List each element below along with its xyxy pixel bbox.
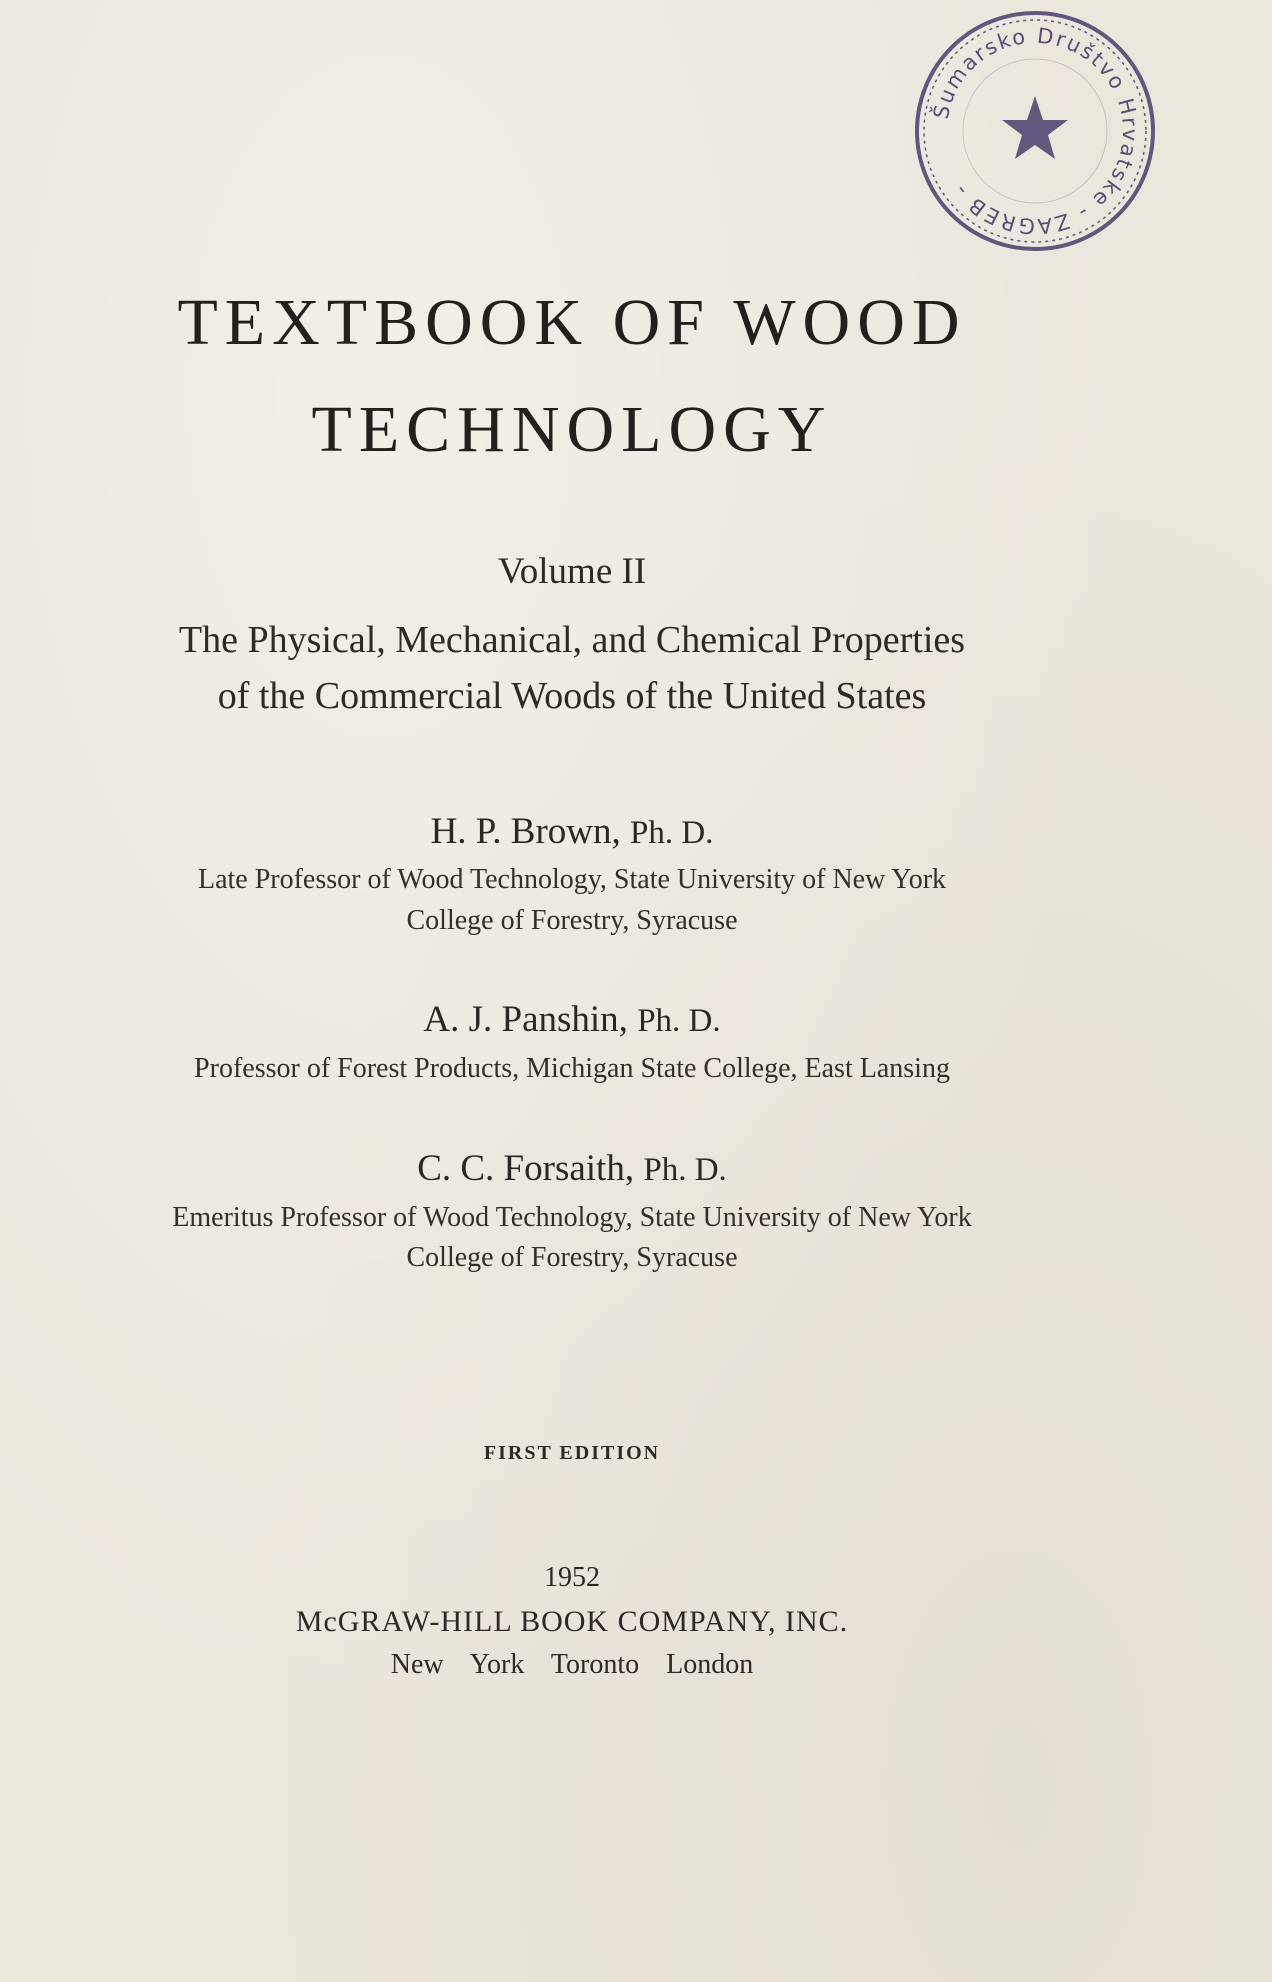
author-degree: Ph. D. bbox=[637, 1003, 721, 1039]
book-title-line-1: TEXTBOOK OF WOOD bbox=[177, 286, 967, 359]
author-affiliation: Emeritus Professor of Wood Technology, State University of New York bbox=[172, 1202, 972, 1233]
author-affiliation: College of Forestry, Syracuse bbox=[406, 905, 738, 936]
author-name-text: H. P. Brown, bbox=[430, 811, 621, 852]
book-title-line-2: TECHNOLOGY bbox=[311, 393, 833, 466]
edition-label: FIRST EDITION bbox=[483, 1442, 661, 1464]
author-affiliation: Late Professor of Wood Technology, State University of New York bbox=[197, 864, 947, 895]
volume-label: Volume II bbox=[497, 551, 647, 592]
publisher-cities: New York Toronto London bbox=[390, 1649, 754, 1680]
author-affiliation: College of Forestry, Syracuse bbox=[406, 1242, 738, 1273]
author-name-text: C. C. Forsaith, bbox=[417, 1148, 635, 1189]
star-icon bbox=[1002, 96, 1068, 159]
author-name bbox=[0, 810, 1144, 853]
author-name bbox=[0, 1147, 1144, 1190]
library-stamp bbox=[912, 8, 1158, 254]
author-name bbox=[0, 998, 1144, 1041]
author-affiliation: Professor of Forest Products, Michigan State College, East Lansing bbox=[194, 1053, 950, 1084]
publication-year: 1952 bbox=[544, 1562, 600, 1593]
subtitle-line-2: of the Commercial Woods of the United States bbox=[217, 675, 927, 717]
author-name-text: A. J. Panshin, bbox=[423, 999, 628, 1040]
publisher-name: McGRAW-HILL BOOK COMPANY, INC. bbox=[295, 1605, 849, 1638]
author-degree: Ph. D. bbox=[629, 815, 714, 851]
subtitle-line-1: The Physical, Mechanical, and Chemical Properties bbox=[178, 619, 966, 661]
author-degree: Ph. D. bbox=[643, 1152, 727, 1188]
svg-text:Šumarsko Društvo Hrvatske - ZA: Šumarsko Društvo Hrvatske - ZAGREB - bbox=[928, 23, 1143, 239]
